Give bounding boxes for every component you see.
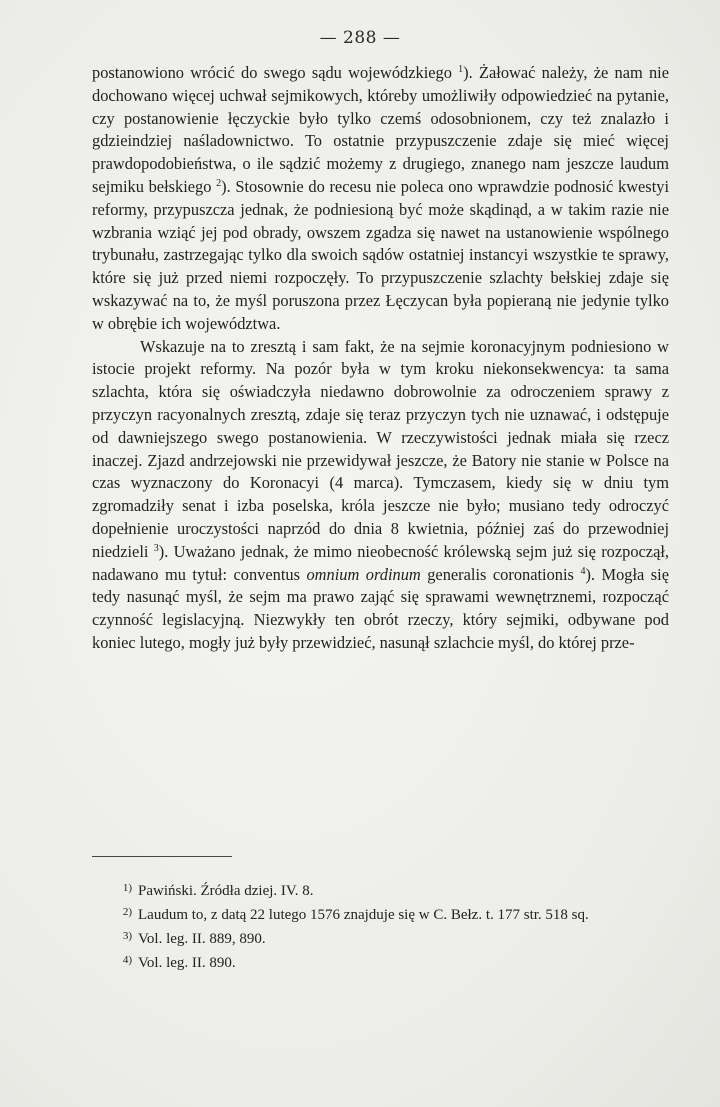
footnote-1 [92, 878, 669, 902]
footnotes [92, 878, 669, 974]
paragraph-2-text-b: ). Uważano jednak, że mimo nieobecność królewską sejm już się rozpoczął, nadawano mu tytuł: conventus [92, 541, 669, 584]
paragraph-1-text-c: ). Stosownie do recesu nie poleca ono wprawdzie podnosić kwestyi reformy, przypuszcza jednak, że podniesioną być może skądinąd, a w takim razie nie wzbrania wziąć jej pod obrady, owszem zgadza się nawet na ustanowienie wspólnego trybunału, zastrzegając tylko dla swoich sądów ostatniej instancyi wszystkie te sprawy, które się już przed niemi rozpoczęły. To przypuszczenie szlachty bełskiej zdaje się wskazywać na to, że myśl poruszona przez Łęczycan była popieraną nie jedynie tylko w obrębie ich województwa. [92, 176, 669, 333]
paragraph-1-text-a: postanowiono wrócić do swego sądu wojewódzkiego [92, 63, 459, 82]
footnote-mark-number: 1 [122, 882, 129, 894]
footnote-ref-2: 2 [216, 177, 222, 189]
paragraph-2-italic: omnium ordinum [306, 564, 421, 584]
paragraph-2-text-a: Wskazuje na to zresztą i sam fakt, że na sejmie koronacyjnym podniesiono w istocie projekt reformy. Na pozór była w tym kroku niekonsekwencya: ta sama szlachta, która się oświadczyła niedawno dobrowolnie za odroczeniem sprawy z przyczyn racyonalnych zresztą, zdaje się teraz przyczyn tych nie uznawać, i odstępuje od dawniejszego swego postanowienia. W rzeczywistości jednak miała się rzecz inaczej. Zjazd andrzejowski nie przewidywał jeszcze, że Batory nie stanie w Polsce na czas wyznaczony do Koronacyi (4 marca). Tymczasem, kiedy się w dniu tym zgromadziły senat i izba poselska, króla jeszcze nie było; musiano tedy odroczyć dopełnienie uroczystości naprzód do dnia 8 kwietnia, później zaś do przewodniej niedzieli [92, 336, 669, 561]
footnote-mark-number: 4 [122, 954, 129, 966]
footnote-text: Laudum to, z datą 22 lutego 1576 znajduje się w C. Bełz. t. 177 str. 518 sq. [138, 907, 589, 923]
footnote-divider [92, 856, 232, 857]
footnote-mark: 4) [122, 954, 132, 966]
footnote-mark: 2) [122, 906, 132, 918]
paragraph-1-text-b: ). Żałować należy, że nam nie dochowano więcej uchwał sejmikowych, któreby umożliwiły odpowiedzieć na pytanie, czy postanowienie łęczyckie było tylko czemś odosobnionem, czy też znalazło i gdzieindziej naśladownictwo. To ostatnie przypuszczenie zdaje się mieć więcej prawdopodobieństwa, o ile sądzić możemy z drugiego, znanego nam jeszcze laudum sejmiku bełskiego [92, 63, 670, 196]
page-number: — 288 — [319, 28, 401, 48]
footnote-mark-number: 3 [122, 930, 129, 942]
footnote-text: Vol. leg. II. 889, 890. [138, 931, 266, 947]
paragraph-2-text-c: generalis coronationis [420, 564, 581, 584]
footnote-ref-4: 4 [580, 565, 586, 577]
paragraph-1 [92, 62, 669, 336]
footnote-mark-number: 2 [122, 906, 129, 918]
paragraph-2 [92, 336, 669, 655]
footnote-4 [92, 950, 669, 974]
footnote-3 [92, 926, 669, 950]
paragraph-2-text-d: ). Mogła się tedy nasunąć myśl, że sejm ma prawo zająć się sprawami wewnętrznemi, rozpocząć czynność legislacyjną. Niezwykły ten obrót rzeczy, który sejmiki, odbywane pod koniec lutego, mogły już były przewidzieć, nasunął szlachcie myśl, do której prze- [92, 564, 669, 652]
footnote-text: Pawiński. Źródła dziej. IV. 8. [138, 883, 314, 899]
footnote-text: Vol. leg. II. 890. [138, 955, 236, 971]
footnote-mark: 3) [122, 930, 132, 942]
footnote-2 [92, 902, 669, 926]
main-text [92, 62, 669, 655]
footnote-ref-1: 1 [458, 64, 464, 75]
footnote-mark: 1) [122, 882, 132, 894]
footnote-ref-3: 3 [153, 542, 159, 554]
